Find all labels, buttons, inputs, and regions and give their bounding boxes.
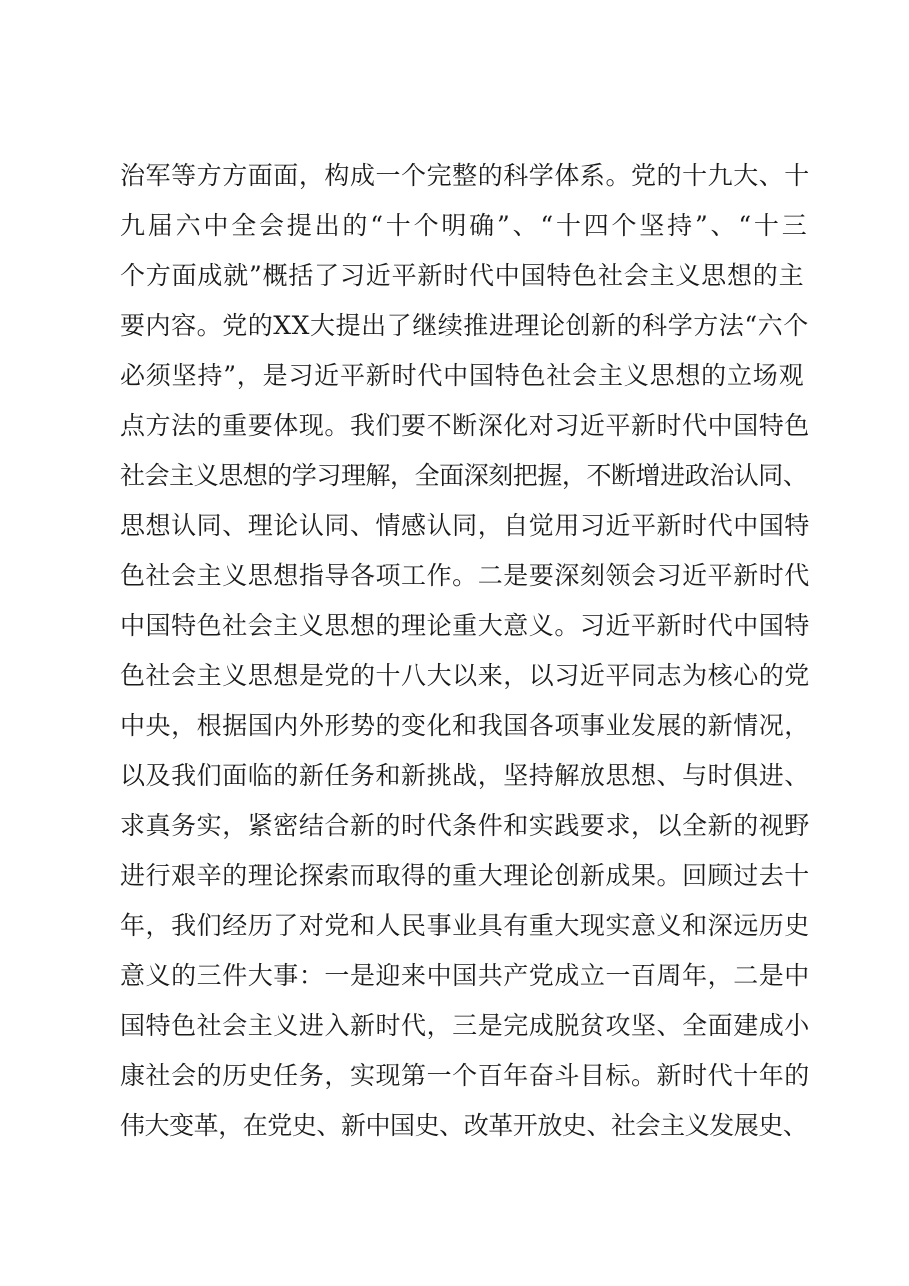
text-line-14: 求真务实，紧密结合新的时代条件和实践要求，以全新的视野 [120,811,810,840]
text-line-20: 伟大变革，在党史、新中国史、改革开放史、社会主义发展史、 [120,1111,808,1140]
text-line-2: 九届六中全会提出的“十个明确”、“十四个坚持”、“十三 [120,211,810,240]
text-line-7: 社会主义思想的学习理解，全面深刻把握，不断增进政治认同、 [120,461,808,490]
text-line-17: 意义的三件大事：一是迎来中国共产党成立一百周年，二是中 [120,961,810,990]
text-line-10: 中国特色社会主义思想的理论重大意义。习近平新时代中国特 [120,611,810,640]
text-line-8: 思想认同、理论认同、情感认同，自觉用习近平新时代中国特 [120,511,810,540]
text-line-19: 康社会的历史任务，实现第一个百年奋斗目标。新时代十年的 [120,1061,810,1090]
body-text [120,151,810,1151]
text-line-15: 进行艰辛的理论探索而取得的重大理论创新成果。回顾过去十 [120,861,810,890]
text-line-12: 中央，根据国内外形势的变化和我国各项事业发展的新情况， [120,711,810,740]
text-line-4: 要内容。党的XX大提出了继续推进理论创新的科学方法“六个 [120,311,809,340]
text-line-16: 年，我们经历了对党和人民事业具有重大现实意义和深远历史 [120,911,810,940]
text-line-13: 以及我们面临的新任务和新挑战，坚持解放思想、与时俱进、 [120,761,810,790]
text-line-1: 治军等方方面面，构成一个完整的科学体系。党的十九大、十 [120,161,810,190]
text-line-6: 点方法的重要体现。我们要不断深化对习近平新时代中国特色 [120,411,810,440]
text-line-9: 色社会主义思想指导各项工作。二是要深刻领会习近平新时代 [120,561,810,590]
text-line-11: 色社会主义思想是党的十八大以来，以习近平同志为核心的党 [120,661,810,690]
text-line-5: 必须坚持”，是习近平新时代中国特色社会主义思想的立场观 [120,361,805,390]
text-line-3: 个方面成就”概括了习近平新时代中国特色社会主义思想的主 [120,261,805,290]
text-line-18: 国特色社会主义进入新时代，三是完成脱贫攻坚、全面建成小 [120,1011,810,1040]
